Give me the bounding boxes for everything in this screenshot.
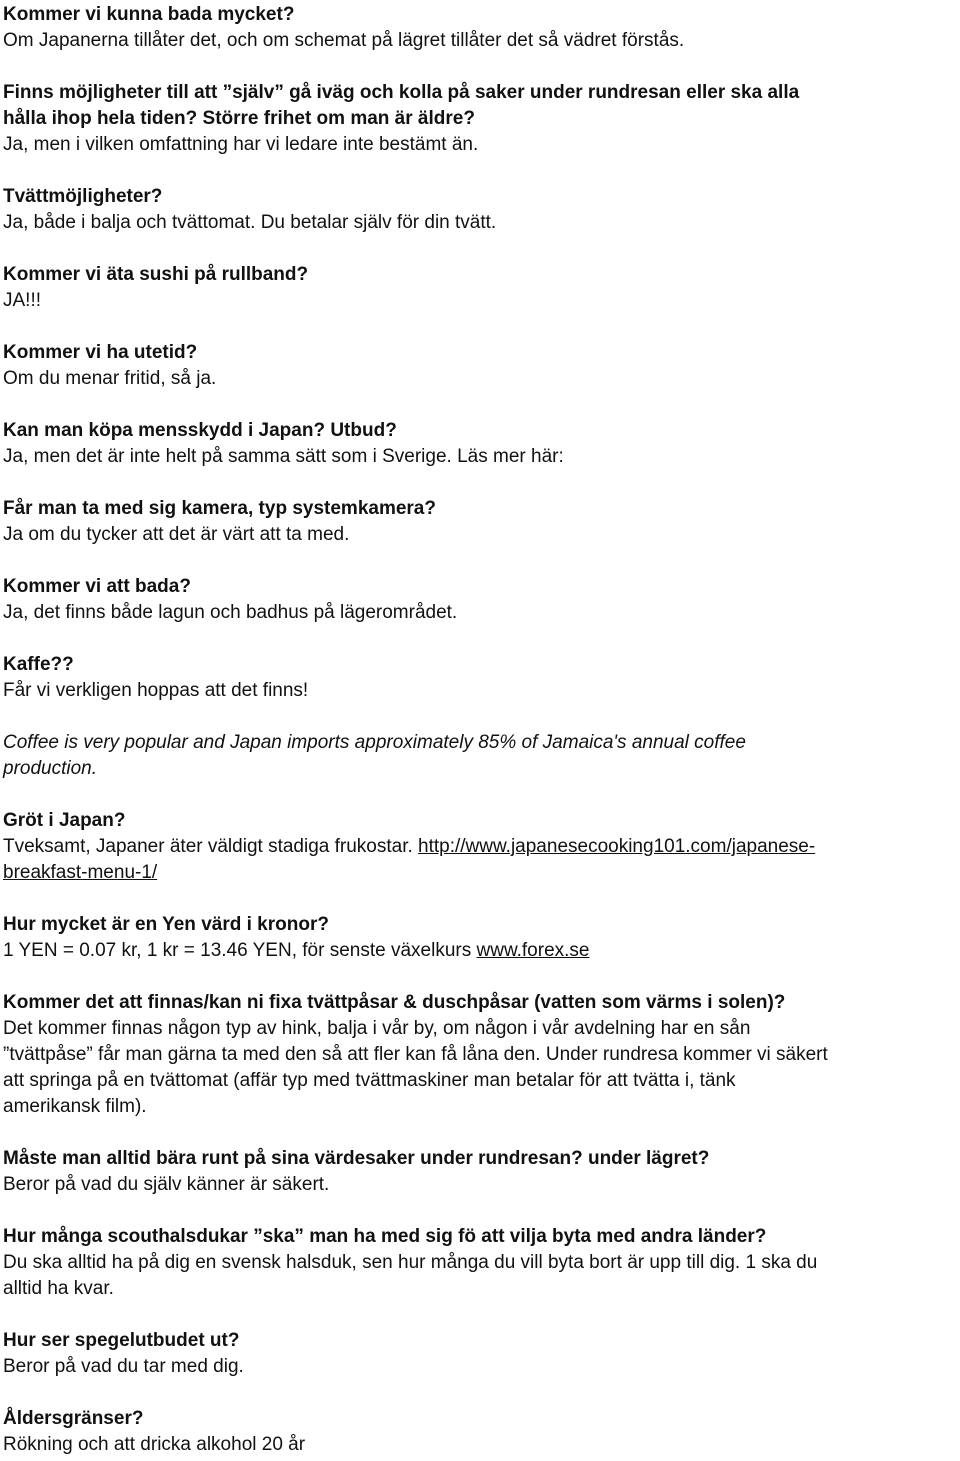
- question: Kaffe??: [3, 654, 74, 675]
- faq-item-valuables: [3, 1146, 959, 1198]
- answer: Ja, men det är inte helt på samma sätt som i Sverige. Läs mer här:: [3, 446, 564, 467]
- answer: Ja, både i balja och tvättomat. Du betalar själv för din tvätt.: [3, 212, 497, 233]
- japanese-breakfast-link-cont[interactable]: breakfast-menu-1/: [3, 862, 158, 883]
- faq-item-porridge: [3, 808, 959, 886]
- answer: Rökning och att dricka alkohol 20 år: [3, 1434, 306, 1455]
- question: Kommer det att finnas/kan ni fixa tvättpåsar & duschpåsar (vatten som värms i solen)?: [3, 992, 786, 1013]
- answer-line: ”tvättpåse” får man gärna ta med den så att fler kan få låna den. Under rundresa kommer vi säkert: [3, 1044, 828, 1065]
- answer-line: alltid ha kvar.: [3, 1278, 114, 1299]
- answer: JA!!!: [3, 290, 42, 311]
- faq-item-swimming-much: [3, 2, 959, 54]
- faq-item-sushi: [3, 262, 959, 314]
- faq-document: [3, 2, 959, 1458]
- answer: Får vi verkligen hoppas att det finns!: [3, 680, 309, 701]
- faq-item-laundry: [3, 184, 959, 236]
- answer-line: amerikansk film).: [3, 1096, 147, 1117]
- question: Kommer vi att bada?: [3, 576, 191, 597]
- faq-item-yen: [3, 912, 959, 964]
- faq-item-bathing: [3, 574, 959, 626]
- answer: Beror på vad du själv känner är säkert.: [3, 1174, 330, 1195]
- coffee-note-line: production.: [3, 758, 98, 779]
- answer-line: Du ska alltid ha på dig en svensk halsduk, sen hur många du vill byta bort är upp till dig. 1 ska du: [3, 1252, 818, 1273]
- question: Kan man köpa mensskydd i Japan? Utbud?: [3, 420, 397, 441]
- coffee-note-line: Coffee is very popular and Japan imports approximately 85% of Jamaica's annual coffee: [3, 732, 746, 753]
- answer: Om du menar fritid, så ja.: [3, 368, 217, 389]
- question: Tvättmöjligheter?: [3, 186, 163, 207]
- faq-item-scarves: [3, 1224, 959, 1302]
- faq-item-mirror: [3, 1328, 959, 1380]
- faq-item-go-alone: [3, 80, 959, 158]
- faq-item-sanitary: [3, 418, 959, 470]
- question: Kommer vi äta sushi på rullband?: [3, 264, 309, 285]
- answer: Tveksamt, Japaner äter väldigt stadiga frukostar. http://www.japanesecooking101.com/japanese-: [3, 836, 816, 857]
- question: Kommer vi ha utetid?: [3, 342, 198, 363]
- question: Hur många scouthalsdukar ”ska” man ha med sig fö att vilja byta med andra länder?: [3, 1226, 767, 1247]
- answer: Beror på vad du tar med dig.: [3, 1356, 244, 1377]
- question: Kommer vi kunna bada mycket?: [3, 4, 295, 25]
- question: Hur ser spegelutbudet ut?: [3, 1330, 240, 1351]
- answer-line: Det kommer finnas någon typ av hink, balja i vår by, om någon i vår avdelning har en sån: [3, 1018, 751, 1039]
- answer: Ja, men i vilken omfattning har vi ledare inte bestämt än.: [3, 134, 479, 155]
- question: Får man ta med sig kamera, typ systemkamera?: [3, 498, 436, 519]
- answer: Ja, det finns både lagun och badhus på lägerområdet.: [3, 602, 458, 623]
- faq-item-coffee: [3, 652, 959, 782]
- forex-link[interactable]: www.forex.se: [476, 940, 590, 961]
- answer: Ja om du tycker att det är värt att ta med.: [3, 524, 350, 545]
- japanese-breakfast-link[interactable]: http://www.japanesecooking101.com/japanese-: [418, 836, 816, 857]
- question: Åldersgränser?: [3, 1408, 144, 1429]
- question: Hur mycket är en Yen värd i kronor?: [3, 914, 329, 935]
- answer-line: [3, 860, 959, 886]
- answer-line: att springa på en tvättomat (affär typ med tvättmaskiner man betalar för att tvätta i, tänk: [3, 1070, 736, 1091]
- question: Måste man alltid bära runt på sina värdesaker under rundresan? under lägret?: [3, 1148, 710, 1169]
- faq-item-camera: [3, 496, 959, 548]
- answer: Om Japanerna tillåter det, och om schemat på lägret tillåter det så vädret förstås.: [3, 30, 685, 51]
- answer: 1 YEN = 0.07 kr, 1 kr = 13.46 YEN, för senste växelkurs www.forex.se: [3, 940, 590, 961]
- faq-item-age-limits: [3, 1406, 959, 1458]
- question-line: hålla ihop hela tiden? Större frihet om man är äldre?: [3, 108, 475, 129]
- question-line: Finns möjligheter till att ”själv” gå iväg och kolla på saker under rundresan eller ska alla: [3, 82, 800, 103]
- question: Gröt i Japan?: [3, 810, 126, 831]
- faq-item-free-time: [3, 340, 959, 392]
- faq-item-wash-bags: [3, 990, 959, 1120]
